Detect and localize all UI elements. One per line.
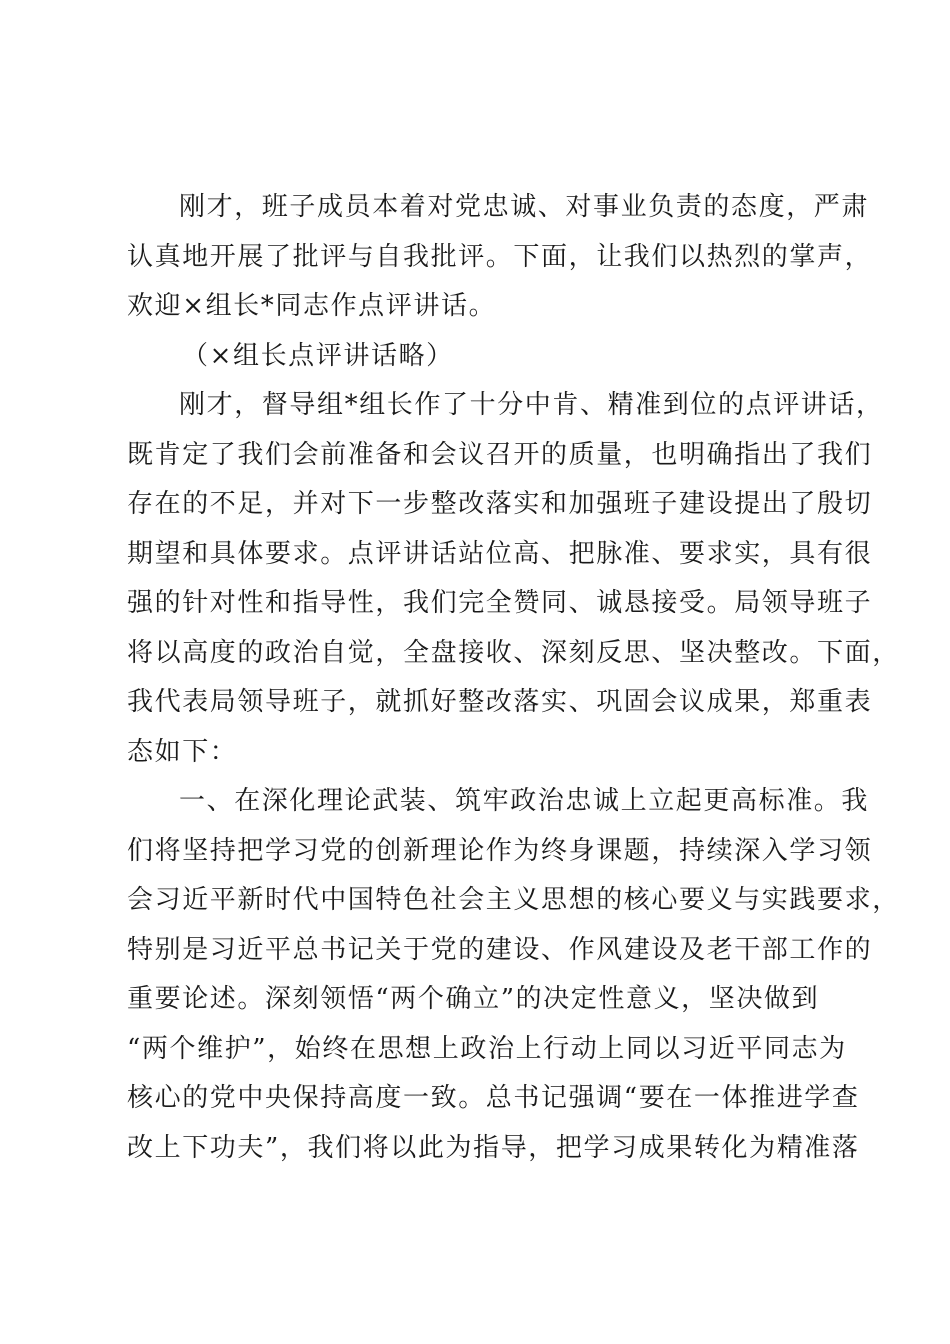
text-line: 既肯定了我们会前准备和会议召开的质量，也明确指出了我们 (127, 439, 873, 470)
paragraph-section-one (127, 777, 900, 1173)
text-line: “两个维护”，始终在思想上政治上行动上同以习近平同志为 (127, 1033, 847, 1064)
text-line: 核心的党中央保持高度一致。总书记强调“要在一体推进学查 (127, 1083, 860, 1113)
text-line: 一、在深化理论武装、筑牢政治忠诚上立起更高标准。我 (179, 786, 870, 816)
text-line: 态如下： (127, 736, 238, 767)
text-line: 刚才，班子成员本着对党忠诚、对事业负责的态度，严肃 (179, 192, 870, 222)
text-line: 存在的不足，并对下一步整改落实和加强班子建设提出了殷切 (127, 489, 873, 519)
paragraph-opening (127, 183, 873, 332)
text-line: 强的针对性和指导性，我们完全赞同、诚恳接受。局领导班子 (127, 588, 873, 618)
text-line: 将以高度的政治自觉，全盘接收、深刻反思、坚决整改。下面， (127, 637, 900, 668)
text-line: 刚才，督导组*组长作了十分中肯、精准到位的点评讲话， (179, 390, 884, 420)
text-line: 重要论述。深刻领悟“两个确立”的决定性意义，坚决做到 (127, 984, 820, 1014)
text-line: 们将坚持把学习党的创新理论作为终身课题，持续深入学习领 (127, 835, 873, 866)
paragraph-note (127, 332, 832, 382)
text-line: 会习近平新时代中国特色社会主义思想的核心要义与实践要求， (127, 885, 900, 915)
paragraph-response (127, 381, 900, 777)
text-line: 我代表局领导班子，就抓好整改落实、巩固会议成果，郑重表 (127, 687, 873, 717)
text-line: 欢迎×组长*同志作点评讲话。 (127, 291, 497, 321)
text-line: 改上下功夫”，我们将以此为指导，把学习成果转化为精准落 (127, 1132, 860, 1163)
document-body (127, 183, 900, 1173)
text-line: 特别是习近平总书记关于党的建设、作风建设及老干部工作的 (127, 934, 873, 965)
text-line: （×组长点评讲话略） (182, 340, 454, 371)
text-line: 期望和具体要求。点评讲话站位高、把脉准、要求实，具有很 (127, 538, 873, 569)
text-line: 认真地开展了批评与自我批评。下面，让我们以热烈的掌声， (127, 241, 873, 272)
